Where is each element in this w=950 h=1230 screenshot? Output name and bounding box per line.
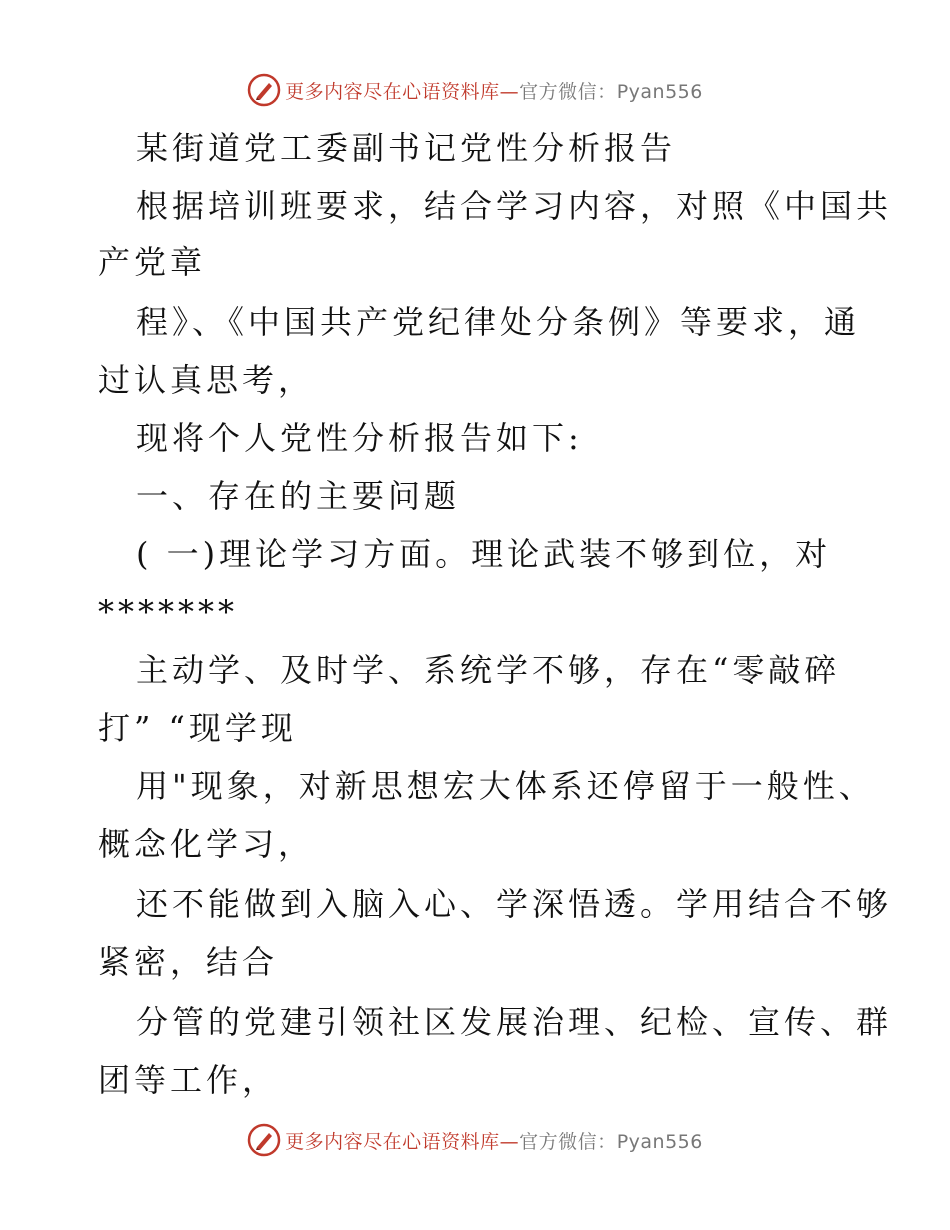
paragraph-line: 打” “现学现 bbox=[98, 709, 297, 747]
footer-banner bbox=[0, 1120, 950, 1160]
paragraph-line: 还不能做到入脑入心、学深悟透。学用结合不够 bbox=[136, 885, 893, 923]
paragraph-line: 概念化学习， bbox=[98, 825, 315, 863]
paragraph-line: 根据培训班要求，结合学习内容，对照《中国共 bbox=[136, 187, 893, 225]
paragraph-line: 团等工作， bbox=[98, 1061, 279, 1099]
banner-text: 更多内容尽在心语资料库—官方微信：Pyan556 bbox=[285, 80, 703, 103]
pen-logo-icon bbox=[247, 1123, 281, 1157]
paragraph-line: 用"现象，对新思想宏大体系还停留于一般性、 bbox=[136, 767, 875, 805]
banner-text: 更多内容尽在心语资料库—官方微信：Pyan556 bbox=[285, 1130, 703, 1153]
paragraph-line: 产党章 bbox=[98, 243, 207, 281]
document-title: 某街道党工委副书记党性分析报告 bbox=[136, 129, 677, 167]
paragraph-line: 现将个人党性分析报告如下: bbox=[136, 419, 583, 457]
paragraph-line: 分管的党建引领社区发展治理、纪检、宣传、群 bbox=[136, 1003, 893, 1041]
section-heading: 一、存在的主要问题 bbox=[136, 477, 461, 515]
pen-logo-icon bbox=[247, 73, 281, 107]
subsection-heading: ( 一)理论学习方面。理论武装不够到位，对 bbox=[136, 535, 832, 573]
paragraph-line: 过认真思考， bbox=[98, 361, 315, 399]
redacted-text: ******* bbox=[98, 593, 238, 631]
paragraph-line: 程》、《中国共产党纪律处分条例》等要求，通 bbox=[136, 303, 861, 341]
paragraph-line: 紧密，结合 bbox=[98, 943, 279, 981]
header-banner bbox=[0, 70, 950, 110]
paragraph-line: 主动学、及时学、系统学不够，存在“零敲碎 bbox=[136, 651, 841, 689]
